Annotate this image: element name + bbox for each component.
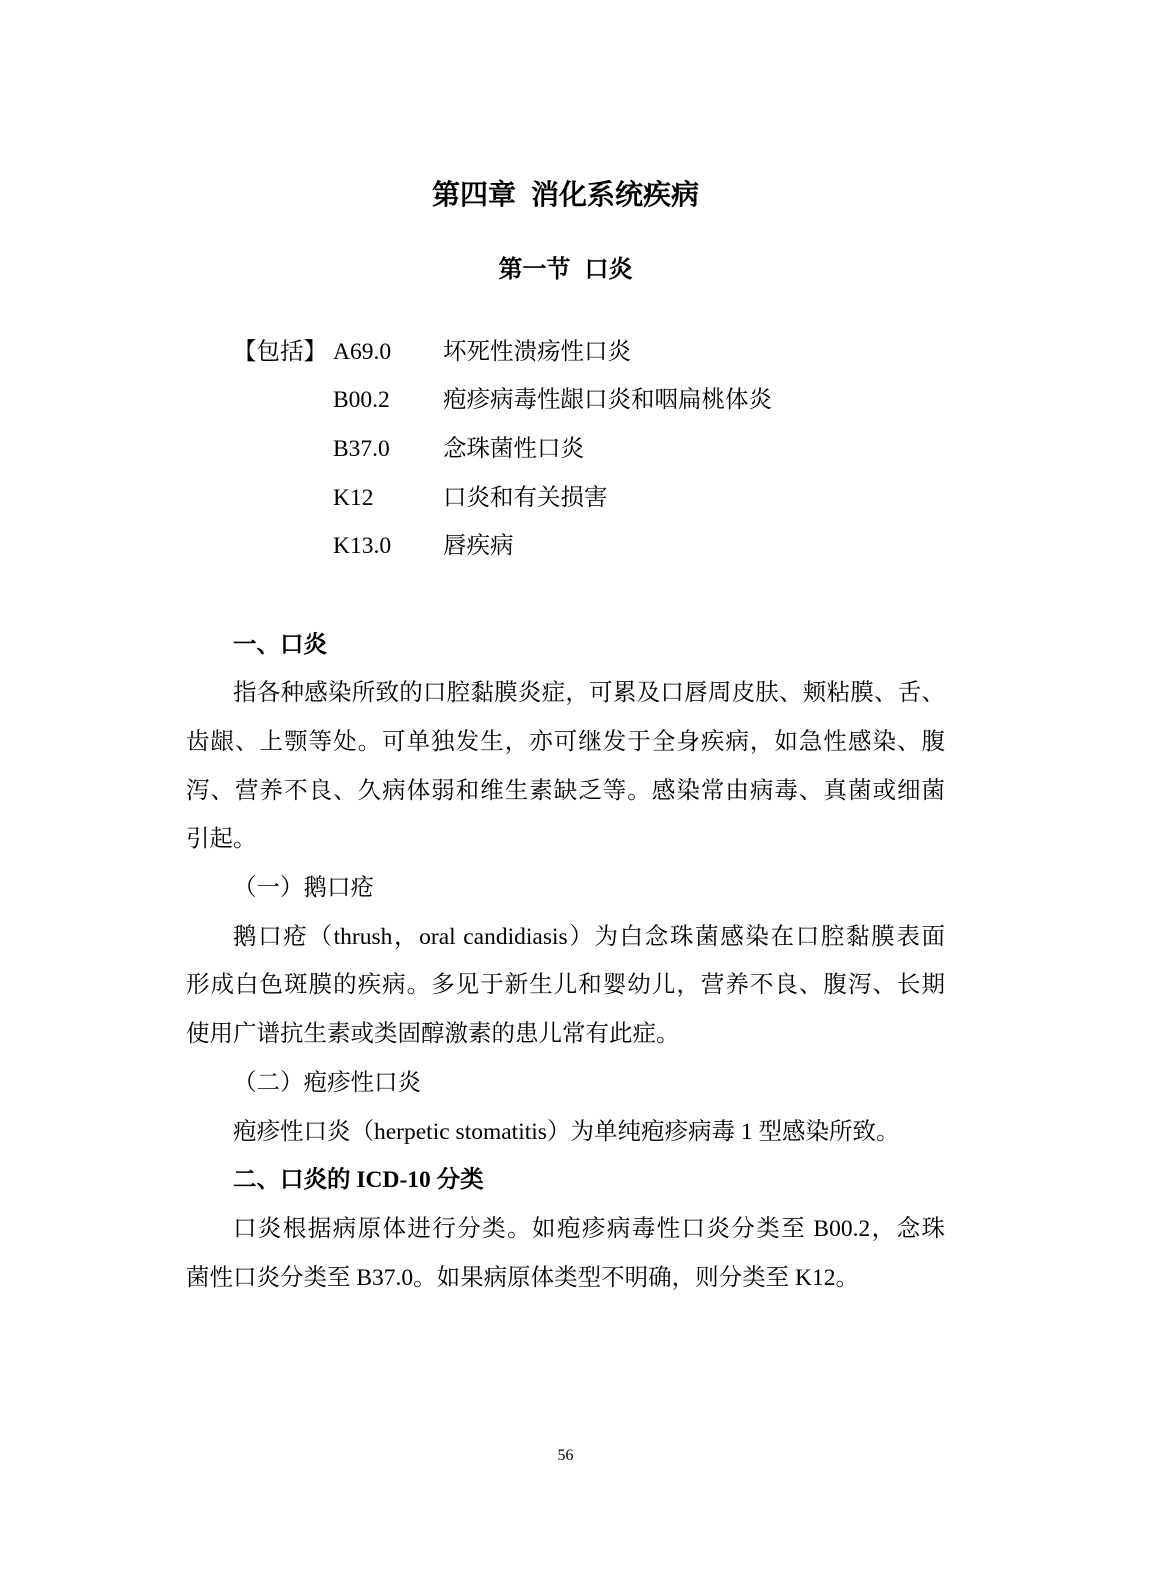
icd-code: K12 bbox=[333, 484, 374, 511]
includes-label-spacer bbox=[233, 474, 333, 523]
heading-icd10-classification: 二、口炎的 ICD-10 分类 bbox=[233, 1167, 484, 1194]
subheading-herpetic-stomatitis: （二）疱疹性口炎 bbox=[233, 1069, 421, 1096]
heading-stomatitis: 一、口炎 bbox=[233, 631, 327, 658]
icd-code: A69.0 bbox=[333, 338, 392, 365]
paragraph-thrush bbox=[186, 913, 945, 1059]
chapter-title: 第四章 消化系统疾病 bbox=[431, 180, 699, 211]
icd-code: B00.2 bbox=[333, 387, 390, 414]
disease-name: 疱疹病毒性龈口炎和咽扁桃体炎 bbox=[443, 387, 772, 414]
disease-name: 口炎和有关损害 bbox=[443, 484, 608, 511]
includes-row bbox=[233, 376, 945, 425]
page-number: 56 bbox=[557, 1447, 574, 1464]
includes-label-spacer bbox=[233, 425, 333, 474]
paragraph-line: 鹅口疮（thrush，oral candidiasis）为白念珠菌感染在口腔黏膜表面 bbox=[233, 923, 945, 950]
paragraph-line: 指各种感染所致的口腔黏膜炎症，可累及口唇周皮肤、颊粘膜、舌、 bbox=[233, 680, 945, 707]
section-title: 第一节 口炎 bbox=[498, 257, 633, 283]
body-text bbox=[186, 621, 945, 1303]
paragraph-line: 引起。 bbox=[186, 826, 257, 853]
paragraph-herpetic-stomatitis bbox=[186, 1108, 945, 1157]
includes-list bbox=[233, 328, 945, 571]
includes-row bbox=[233, 328, 945, 377]
includes-label-spacer bbox=[233, 376, 333, 425]
paragraph-line: 口炎根据病原体进行分类。如疱疹病毒性口炎分类至 B00.2，念珠 bbox=[233, 1215, 945, 1242]
disease-name: 念珠菌性口炎 bbox=[443, 436, 584, 463]
paragraph-line: 菌性口炎分类至 B37.0。如果病原体类型不明确，则分类至 K12。 bbox=[186, 1264, 860, 1291]
subheading-thrush: （一）鹅口疮 bbox=[233, 875, 374, 902]
includes-label-spacer bbox=[233, 522, 333, 571]
paragraph-line: 齿龈、上颚等处。可单独发生，亦可继发于全身疾病，如急性感染、腹 bbox=[186, 729, 945, 756]
paragraph-line: 泻、营养不良、久病体弱和维生素缺乏等。感染常由病毒、真菌或细菌 bbox=[186, 777, 945, 804]
paragraph-stomatitis-definition bbox=[186, 669, 945, 864]
includes-row bbox=[233, 522, 945, 571]
includes-row bbox=[233, 425, 945, 474]
icd-code: B37.0 bbox=[333, 436, 390, 463]
includes-label: 【包括】 bbox=[233, 338, 327, 365]
paragraph-line: 形成白色斑膜的疾病。多见于新生儿和婴幼儿，营养不良、腹泻、长期 bbox=[186, 972, 945, 999]
disease-name: 坏死性溃疡性口炎 bbox=[443, 338, 631, 365]
includes-row bbox=[233, 474, 945, 523]
paragraph-line: 使用广谱抗生素或类固醇激素的患儿常有此症。 bbox=[186, 1021, 680, 1048]
icd-code: K13.0 bbox=[333, 533, 392, 560]
paragraph-icd10-classification bbox=[186, 1205, 945, 1302]
paragraph-line: 疱疹性口炎（herpetic stomatitis）为单纯疱疹病毒 1 型感染所致。 bbox=[233, 1118, 900, 1145]
disease-name: 唇疾病 bbox=[443, 533, 514, 560]
